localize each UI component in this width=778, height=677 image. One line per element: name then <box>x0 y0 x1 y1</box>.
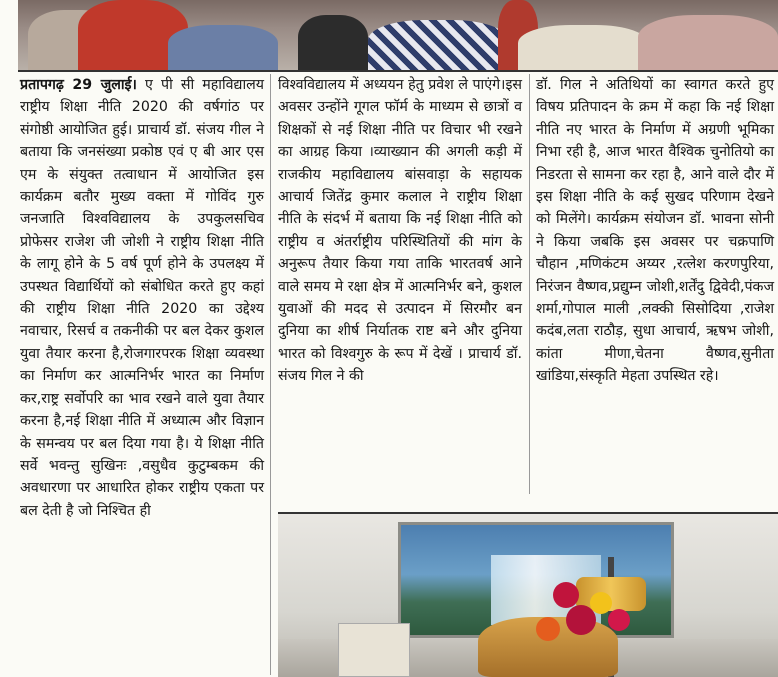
article-text: विश्वविद्यालय में अध्ययन हेतु प्रवेश ले पाएंगे।इस अवसर उन्होंने गूगल फॉर्म के माध्यम से छात्रों व शिक्षकों से नई शिक्षा नीति पर विचार भी रखने का आग्रह किया ।व्याख्यान की अगली कड़ी में राजकीय महाविद्यालय बांसवाड़ा के सहायक आचार्य जितेंद्र कुमार कलाल ने राष्ट्रीय शिक्षा नीति के संदर्भ में बताया कि नई शिक्षा नीति को राष्ट्रीय व अंतर्राष्ट्रीय परिस्थितियों की मांग के अनुरूप तैयार किया गया ताकि भारतवर्ष आने वाले समय मे रक्षा क्षेत्र में आत्मनिर्भर बने, कुशल युवाओं की मदद से उत्पादन में सिरमौर बन दुनिया का शीर्ष निर्यातक राष्ट बने और दुनिया भारत को विश्वगुरु के रूप में देखें । प्राचार्य डॉ. संजय गिल ने की <box>278 77 522 385</box>
audience-person <box>638 15 778 70</box>
top-photo-audience <box>18 0 778 72</box>
flower <box>553 582 579 608</box>
flower <box>608 609 630 631</box>
article-column-2 <box>278 74 522 388</box>
audience-person <box>298 15 368 70</box>
column-divider <box>270 74 271 675</box>
column-divider <box>529 74 530 494</box>
flower <box>590 592 612 614</box>
bottom-photo-shrine <box>278 512 778 677</box>
flower <box>536 617 560 641</box>
shiva-idol <box>458 557 638 677</box>
dateline: प्रतापगढ़ 29 जुलाई। <box>20 77 137 93</box>
article-paragraph <box>20 74 264 522</box>
article-column-1 <box>20 74 264 522</box>
audience-person <box>518 25 648 70</box>
photo-box <box>338 623 410 677</box>
article-text: ए पी सी महाविद्यालय राष्ट्रीय शिक्षा नीति 2020 की वर्षगांठ पर संगोष्ठी आयोजित हुई। प्राचार्य डॉ. संजय गील ने बताया कि जनसंख्या प्रकोष्ठ एवं ए बी आर एस एम के संयुक्त तत्वाधान में आयोजित इस कार्यक्रम बतौर मुख्य वक्ता में गोविंद गुरु जनजाति विश्वविद्यालय के उपकुलसचिव प्रोफेसर राजेश जी जोशी ने राष्ट्रीय शिक्षा नीति के लागू होने के 5 वर्ष पूर्ण होने के उपलक्ष्य में उपस्थत विद्यार्थियों को संबोधित करते हुए कहां की राष्ट्रीय शिक्षा नीति 2020 का उद्देश्य नवाचार, रिसर्च व तकनीकी पर बल देकर कुशल युवा तैयार करना है,रोजगारपरक शिक्षा व्यवस्था का निर्माण कर आत्मनिर्भर भारत का निर्माण कर,राष्ट्र सर्वोपरि का भाव रखने वाले युवा तैयार करना है,नई शिक्षा नीति में अध्यात्म और विज्ञान के समन्वय पर बल दिया गया है। ये शिक्षा नीति सर्वे भवन्तु सुखिनः ,वसुधैव कुटुम्बकम की अवधारणा पर आधारित होकर राष्ट्रीय एकता पर बल देती है जो निश्चित ही <box>20 77 264 519</box>
audience-person <box>168 25 278 70</box>
article-column-3 <box>536 74 774 388</box>
article-text: डॉ. गिल ने अतिथियों का स्वागत करते हुए विषय प्रतिपादन के क्रम में कहा कि नई शिक्षा नीति नए भारत के निर्माण में अग्रणी भूमिका निभा रही है, आज भारत वैश्विक चुनोतियो का निडरता से सामना कर रहा है, आने वाले दौर में इस शिक्षा नीति के कई सुखद परिणाम देखने को मिलेंगे। कार्यक्रम संयोजन डॉ. भावना सोनी ने किया जबकि इस अवसर पर चक्रपाणि चौहान ,मणिकंटम अय्यर ,रत्लेश करणपुरिया, निरंजन वैष्णव,प्रद्युम्न जोशी,शर्तेंदु द्विवेदी,पंकज शर्मा,गोपाल माली ,लक्की सिसोदिया ,राजेश कदंब,लता राठौड़, सुधा आचार्य, ऋषभ जोशी, कांता मीणा,चेतना वैष्णव,सुनीता खांडिया,संस्कृति मेहता उपस्थित रहे। <box>536 77 774 385</box>
audience-person <box>368 20 508 70</box>
